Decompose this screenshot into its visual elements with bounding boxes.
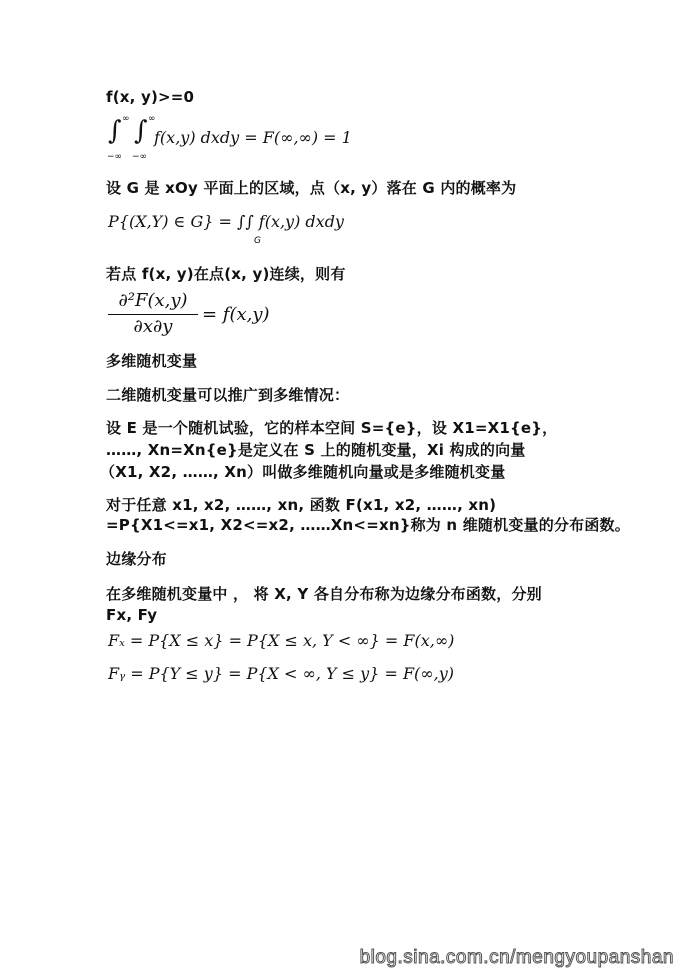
- formula-2-body: P{(X,Y) ∈ G} = ∫∫ f(x,y) dxdy: [108, 212, 344, 231]
- section-heading-marginal: 边缘分布: [106, 550, 167, 568]
- formula-marginal-y: Fᵧ = P{Y ≤ y} = P{X < ∞, Y ≤ y} = F(∞,y): [108, 664, 454, 683]
- integral-sign-2: ∫: [134, 116, 148, 146]
- lower-limit-1: −∞: [107, 152, 123, 162]
- text-line-9: 对于任意 x1, x2, ……, xn, 函数 F(x1, x2, ……, xn): [106, 496, 497, 514]
- text-line-7: ……, Xn=Xn{e}是定义在 S 上的随机变量，Xi 构成的向量: [106, 441, 526, 459]
- text-line-5: 二维随机变量可以推广到多维情况：: [106, 386, 350, 404]
- text-line-8: （X1, X2, ……, Xn）叫做多维随机向量或是多维随机变量: [100, 463, 506, 481]
- upper-limit-2: ∞: [148, 114, 156, 124]
- lower-limit-2: −∞: [132, 152, 148, 162]
- fraction-numerator: ∂²F(x,y): [118, 290, 188, 311]
- text-line-3: 若点 f(x, y)在点(x, y)连续，则有: [106, 265, 346, 283]
- integral-sign-1: ∫: [108, 116, 122, 146]
- text-line-6: 设 E 是一个随机试验，它的样本空间 S={e}，设 X1=X1{e}，: [106, 419, 558, 437]
- text-line-10: =P{X1<=x1, X2<=x2, ……Xn<=xn}称为 n 维随机变量的分布函数。: [106, 516, 630, 534]
- formula-3-rhs: = f(x,y): [202, 304, 270, 325]
- text-line-12: 在多维随机变量中 ， 将 X, Y 各自分布称为边缘分布函数，分别: [106, 585, 542, 603]
- upper-limit-1: ∞: [122, 114, 130, 124]
- formula-2-subscript: G: [254, 236, 261, 246]
- formula-marginal-x: Fₓ = P{X ≤ x} = P{X ≤ x, Y < ∞} = F(x,∞): [108, 631, 455, 650]
- fraction-bar: [108, 314, 198, 315]
- formula-1-body: f(x,y) dxdy = F(∞,∞) = 1: [154, 128, 352, 147]
- text-line-2: 设 G 是 xOy 平面上的区域，点（x, y）落在 G 内的概率为: [106, 179, 517, 197]
- watermark-text: blog.sina.com.cn/mengyoupanshan: [359, 947, 674, 968]
- text-line-1: f(x, y)>=0: [106, 88, 195, 106]
- fraction-denominator: ∂x∂y: [133, 316, 173, 337]
- section-heading-multivariate: 多维随机变量: [106, 352, 198, 370]
- text-line-13: Fx, Fy: [106, 606, 158, 624]
